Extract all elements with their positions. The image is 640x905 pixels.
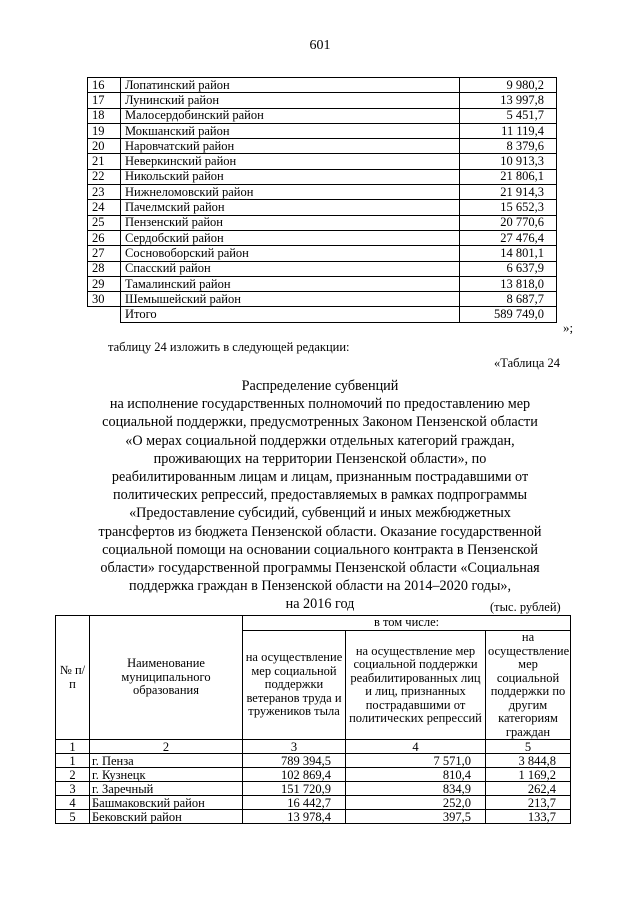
- veterans-value: 102 869,4: [243, 768, 346, 782]
- district-name: Сердобский район: [121, 230, 460, 245]
- district-name: Пензенский район: [121, 215, 460, 230]
- column-number: 2: [90, 740, 243, 754]
- district-name: Мокшанский район: [121, 123, 460, 138]
- total-value: 589 749,0: [460, 307, 557, 322]
- title-line: трансфертов из бюджета Пензенской области. Оказание государственной: [98, 523, 542, 540]
- header-col3: на осуществление мер социальной поддержки ветеранов труда и тружеников тыла: [243, 631, 346, 740]
- row-number: 5: [56, 810, 90, 824]
- row-number: 4: [56, 796, 90, 810]
- row-value: 21 806,1: [460, 169, 557, 184]
- title-line: на 2016 год: [285, 596, 355, 613]
- top-table: [87, 77, 557, 323]
- title-line: «Предоставление субсидий, субвенций и иных межбюджетных: [129, 505, 511, 522]
- other-value: 213,7: [486, 796, 571, 810]
- row-number: 2: [56, 768, 90, 782]
- header-col4: на осуществление мер социальной поддержки реабилитированных лиц и лиц, признанных пострадавшими от политических репрессий: [346, 631, 486, 740]
- table-row: [88, 78, 557, 93]
- district-name: Наровчатский район: [121, 139, 460, 154]
- total-label: Итого: [121, 307, 460, 322]
- district-name: Тамалинский район: [121, 276, 460, 291]
- row-number: 18: [88, 108, 121, 123]
- row-value: 13 997,8: [460, 93, 557, 108]
- district-name: Пачелмский район: [121, 200, 460, 215]
- row-value: 20 770,6: [460, 215, 557, 230]
- veterans-value: 13 978,4: [243, 810, 346, 824]
- row-value: 14 801,1: [460, 246, 557, 261]
- column-number: 4: [346, 740, 486, 754]
- table-row: [56, 782, 571, 796]
- other-value: 133,7: [486, 810, 571, 824]
- repressed-value: 397,5: [346, 810, 486, 824]
- row-number: 29: [88, 276, 121, 291]
- repressed-value: 810,4: [346, 768, 486, 782]
- district-name: Лунинский район: [121, 93, 460, 108]
- row-number: 21: [88, 154, 121, 169]
- column-number: 5: [486, 740, 571, 754]
- veterans-value: 151 720,9: [243, 782, 346, 796]
- row-number: 16: [88, 78, 121, 93]
- municipality-name: г. Кузнецк: [90, 768, 243, 782]
- district-name: Нижнеломовский район: [121, 185, 460, 200]
- table-row: [88, 215, 557, 230]
- table-row: [88, 139, 557, 154]
- title-line: реабилитированным лицам и лицам, признанным пострадавшими от: [111, 469, 529, 486]
- row-number: 23: [88, 185, 121, 200]
- title-line: Распределение субвенций: [241, 378, 399, 394]
- title-line: проживающих на территории Пензенской области», по: [153, 450, 487, 467]
- row-number: 26: [88, 230, 121, 245]
- row-number: 17: [88, 93, 121, 108]
- other-value: 262,4: [486, 782, 571, 796]
- district-name: Сосновоборский район: [121, 246, 460, 261]
- other-value: 1 169,2: [486, 768, 571, 782]
- table-row: [88, 169, 557, 184]
- row-value: 27 476,4: [460, 230, 557, 245]
- title-line: поддержка граждан в Пензенской области на 2014–2020 годы»,: [128, 578, 511, 595]
- total-num-cell: [88, 307, 121, 322]
- veterans-value: 789 394,5: [243, 754, 346, 768]
- unit-label: (тыс. рублей): [490, 600, 561, 614]
- row-number: 20: [88, 139, 121, 154]
- header-num: № п/п: [56, 616, 90, 740]
- header-col5: на осуществление мер социальной поддержки по другим категориям граждан: [486, 631, 571, 740]
- table-row: [88, 261, 557, 276]
- table-row: [88, 154, 557, 169]
- row-number: 1: [56, 754, 90, 768]
- total-row: [88, 307, 557, 322]
- district-name: Никольский район: [121, 169, 460, 184]
- table-label: «Таблица 24: [494, 356, 560, 370]
- table-row: [56, 754, 571, 768]
- table-row: [88, 123, 557, 138]
- municipality-name: Башмаковский район: [90, 796, 243, 810]
- row-value: 15 652,3: [460, 200, 557, 215]
- row-value: 8 379,6: [460, 139, 557, 154]
- table-row: [88, 200, 557, 215]
- title-line: «О мерах социальной поддержки отдельных категорий граждан,: [125, 432, 515, 449]
- row-number: 3: [56, 782, 90, 796]
- closing-quote: »;: [563, 320, 574, 335]
- district-name: Неверкинский район: [121, 154, 460, 169]
- table-row: [88, 246, 557, 261]
- row-value: 6 637,9: [460, 261, 557, 276]
- table-row: [88, 93, 557, 108]
- row-value: 9 980,2: [460, 78, 557, 93]
- municipality-name: г. Заречный: [90, 782, 243, 796]
- row-value: 13 818,0: [460, 276, 557, 291]
- title-line: социальной помощи на основании социального контракта в Пензенской: [102, 541, 538, 558]
- table-row: [88, 292, 557, 307]
- row-value: 21 914,3: [460, 185, 557, 200]
- table-row: [88, 230, 557, 245]
- row-value: 10 913,3: [460, 154, 557, 169]
- table-row: [56, 768, 571, 782]
- header-including: в том числе:: [243, 616, 571, 631]
- subsidy-table: [55, 615, 571, 824]
- column-number: 3: [243, 740, 346, 754]
- table-row: [56, 810, 571, 824]
- other-value: 3 844,8: [486, 754, 571, 768]
- veterans-value: 16 442,7: [243, 796, 346, 810]
- district-name: Малосердобинский район: [121, 108, 460, 123]
- row-value: 11 119,4: [460, 123, 557, 138]
- municipality-name: Бековский район: [90, 810, 243, 824]
- row-number: 24: [88, 200, 121, 215]
- row-number: 27: [88, 246, 121, 261]
- row-value: 8 687,7: [460, 292, 557, 307]
- instruction-text: таблицу 24 изложить в следующей редакции:: [108, 340, 350, 354]
- column-number: 1: [56, 740, 90, 754]
- row-number: 25: [88, 215, 121, 230]
- repressed-value: 252,0: [346, 796, 486, 810]
- title-line: социальной поддержки, предусмотренных Законом Пензенской области: [102, 414, 538, 431]
- row-number: 28: [88, 261, 121, 276]
- title-line: области» государственной программы Пензенской области «Социальная: [100, 560, 540, 577]
- row-number: 22: [88, 169, 121, 184]
- table-row: [88, 108, 557, 123]
- row-value: 5 451,7: [460, 108, 557, 123]
- column-number-row: [56, 740, 571, 754]
- page-number: 601: [309, 38, 331, 53]
- header-name: Наименование муниципального образования: [90, 616, 243, 740]
- repressed-value: 834,9: [346, 782, 486, 796]
- repressed-value: 7 571,0: [346, 754, 486, 768]
- table-row: [56, 796, 571, 810]
- title-line: политических репрессий, предоставляемых в рамках подпрограммы: [113, 487, 527, 504]
- row-number: 19: [88, 123, 121, 138]
- table-row: [88, 276, 557, 291]
- table-row: [88, 185, 557, 200]
- district-name: Спасский район: [121, 261, 460, 276]
- municipality-name: г. Пенза: [90, 754, 243, 768]
- title-line: на исполнение государственных полномочий по предоставлению мер: [109, 396, 531, 413]
- district-name: Лопатинский район: [121, 78, 460, 93]
- district-name: Шемышейский район: [121, 292, 460, 307]
- row-number: 30: [88, 292, 121, 307]
- document-title: [0, 377, 640, 614]
